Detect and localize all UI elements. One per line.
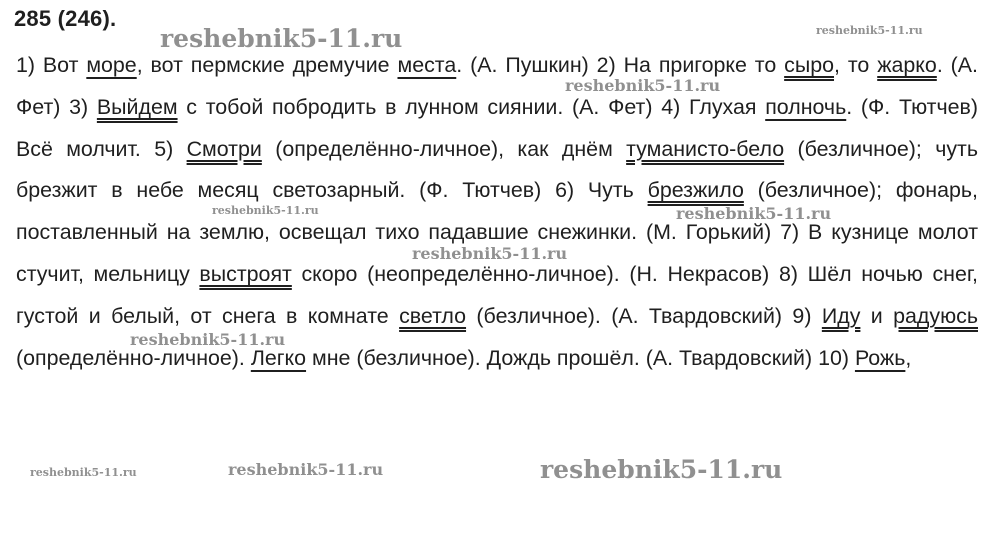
text-run: . (А. Фет) 3): [16, 53, 978, 119]
watermark: reshebnik5-11.ru: [130, 330, 286, 349]
exercise-answer-text: [16, 45, 978, 379]
text-run: . (Ф. Тютчев) Всё молчит. 5): [16, 94, 979, 161]
text-run: , вот пермские дремучие: [136, 53, 398, 77]
watermark: reshebnik5-11.ru: [540, 455, 783, 484]
text-run: 1) Вот: [16, 53, 87, 77]
watermark: reshebnik5-11.ru: [160, 24, 403, 53]
text-run: (определённо-личное), как днём: [261, 136, 627, 161]
text-run: и: [860, 303, 894, 328]
text-run: , то: [834, 53, 878, 77]
subject-word: полночь: [765, 94, 847, 119]
text-run: (определённо-личное).: [16, 345, 251, 370]
text-run: скоро (неопределённо-личное). (Н. Некрасов) 8) Шёл ночью снег, густой и белый, от снега в комнате: [16, 261, 978, 328]
predicate-word: выстроят: [199, 261, 292, 286]
text-run: (безличное); чуть брезжит в небе месяц светозарный. (Ф. Тютчев) 6) Чуть: [16, 136, 978, 203]
predicate-word: радуюсь: [893, 303, 978, 328]
predicate-word: брезжило: [647, 178, 744, 203]
watermark: reshebnik5-11.ru: [212, 204, 319, 217]
predicate-word: светло: [399, 303, 467, 328]
subject-word: море: [86, 53, 137, 77]
watermark: reshebnik5-11.ru: [565, 76, 721, 95]
watermark: reshebnik5-11.ru: [30, 466, 137, 479]
predicate-word: туманисто-бело: [626, 136, 785, 161]
predicate-word: Выйдем: [96, 94, 178, 119]
watermark: reshebnik5-11.ru: [228, 460, 384, 479]
text-run: ,: [905, 345, 912, 370]
text-run: (безличное); фонарь, поставленный на землю, освещал тихо падавшие снежинки. (М. Горький) 7) В кузнице молот стучит, мельницу: [16, 178, 979, 286]
text-run: с тобой побродить в лунном сиянии. (А. Фет) 4) Глухая: [177, 94, 766, 119]
text-run: (безличное). (А. Твардовский) 9): [466, 303, 822, 328]
text-run: . (А. Пушкин) 2) На пригорке то: [456, 53, 785, 77]
watermark: reshebnik5-11.ru: [676, 204, 832, 223]
subject-word: Легко: [250, 345, 307, 370]
exercise-number: 285 (246).: [14, 6, 117, 31]
predicate-word: сыро: [784, 53, 835, 77]
predicate-word: Смотри: [186, 136, 262, 161]
watermark: reshebnik5-11.ru: [816, 24, 923, 37]
predicate-word: Иду: [821, 303, 861, 328]
subject-word: Рожь: [854, 345, 906, 370]
text-run: мне (безличное). Дождь прошёл. (А. Твардовский) 10): [306, 345, 855, 370]
subject-word: места: [397, 53, 457, 77]
predicate-word: жарко: [877, 53, 937, 77]
watermark: reshebnik5-11.ru: [412, 244, 568, 263]
